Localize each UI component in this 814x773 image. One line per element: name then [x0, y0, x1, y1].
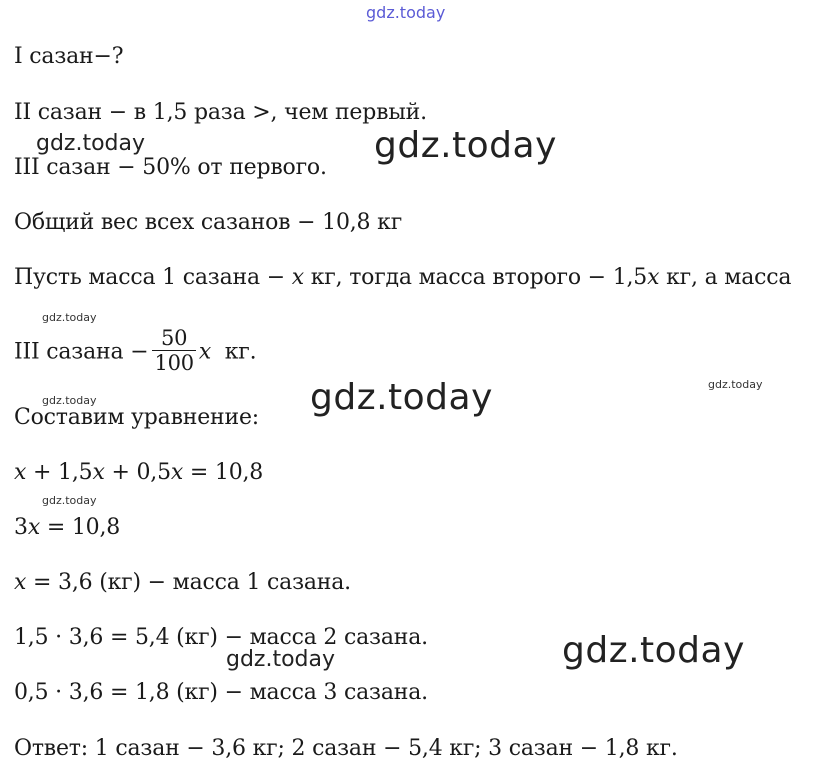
- watermark-small: gdz.today: [708, 378, 763, 391]
- text: кг, тогда масса второго − 1,5: [303, 265, 648, 290]
- watermark-small: gdz.today: [42, 494, 97, 507]
- text: кг, а масса: [659, 265, 792, 290]
- variable-x: x: [291, 265, 304, 290]
- watermark-top: gdz.today: [366, 3, 446, 22]
- variable-x: x: [198, 339, 212, 365]
- given-total-weight: Общий вес всех сазанов − 10,8 кг: [14, 210, 403, 235]
- fraction: [152, 326, 195, 375]
- text: III сазана −: [14, 339, 149, 365]
- text: кг.: [211, 339, 257, 365]
- variable-x: x: [170, 460, 184, 485]
- fraction-numerator: 50: [152, 326, 195, 351]
- fraction-denominator: 100: [154, 351, 194, 375]
- solution-carp-3: 0,5 · 3,6 = 1,8 (кг) − масса 3 сазана.: [14, 680, 428, 705]
- given-carp-1: I сазан−?: [14, 44, 124, 69]
- carp-3-expression: [14, 328, 256, 377]
- text: + 0,5: [104, 460, 171, 485]
- watermark-mid: gdz.today: [36, 131, 146, 156]
- given-carp-3: III сазан − 50% от первого.: [14, 155, 327, 180]
- text: = 10,8: [183, 460, 264, 485]
- watermark-big: gdz.today: [562, 630, 745, 671]
- equation-simplified: [14, 514, 120, 542]
- equation-heading: Составим уравнение:: [14, 405, 260, 430]
- let-statement: [14, 264, 791, 292]
- watermark-big: gdz.today: [310, 377, 493, 418]
- text: 3: [14, 515, 28, 540]
- answer: Ответ: 1 сазан − 3,6 кг; 2 сазан − 5,4 кг; 3 сазан − 1,8 кг.: [14, 736, 678, 761]
- equation: [14, 459, 263, 487]
- solution-carp-2: 1,5 · 3,6 = 5,4 (кг) − масса 2 сазана.: [14, 625, 428, 650]
- watermark-mid: gdz.today: [226, 647, 336, 672]
- variable-x: x: [92, 460, 105, 485]
- text: = 10,8: [40, 515, 121, 540]
- watermark-small: gdz.today: [42, 311, 97, 324]
- variable-x: x: [14, 460, 27, 485]
- variable-x: x: [647, 265, 660, 290]
- variable-x: x: [14, 570, 27, 595]
- given-carp-2: II сазан − в 1,5 раза >, чем первый.: [14, 100, 427, 125]
- text: + 1,5: [26, 460, 93, 485]
- solution-carp-1: [14, 569, 351, 597]
- text: = 3,6 (кг) − масса 1 сазана.: [26, 570, 351, 595]
- text: Пусть масса 1 сазана −: [14, 265, 292, 290]
- watermark-small: gdz.today: [42, 394, 97, 407]
- watermark-big: gdz.today: [374, 125, 557, 166]
- variable-x: x: [27, 515, 41, 540]
